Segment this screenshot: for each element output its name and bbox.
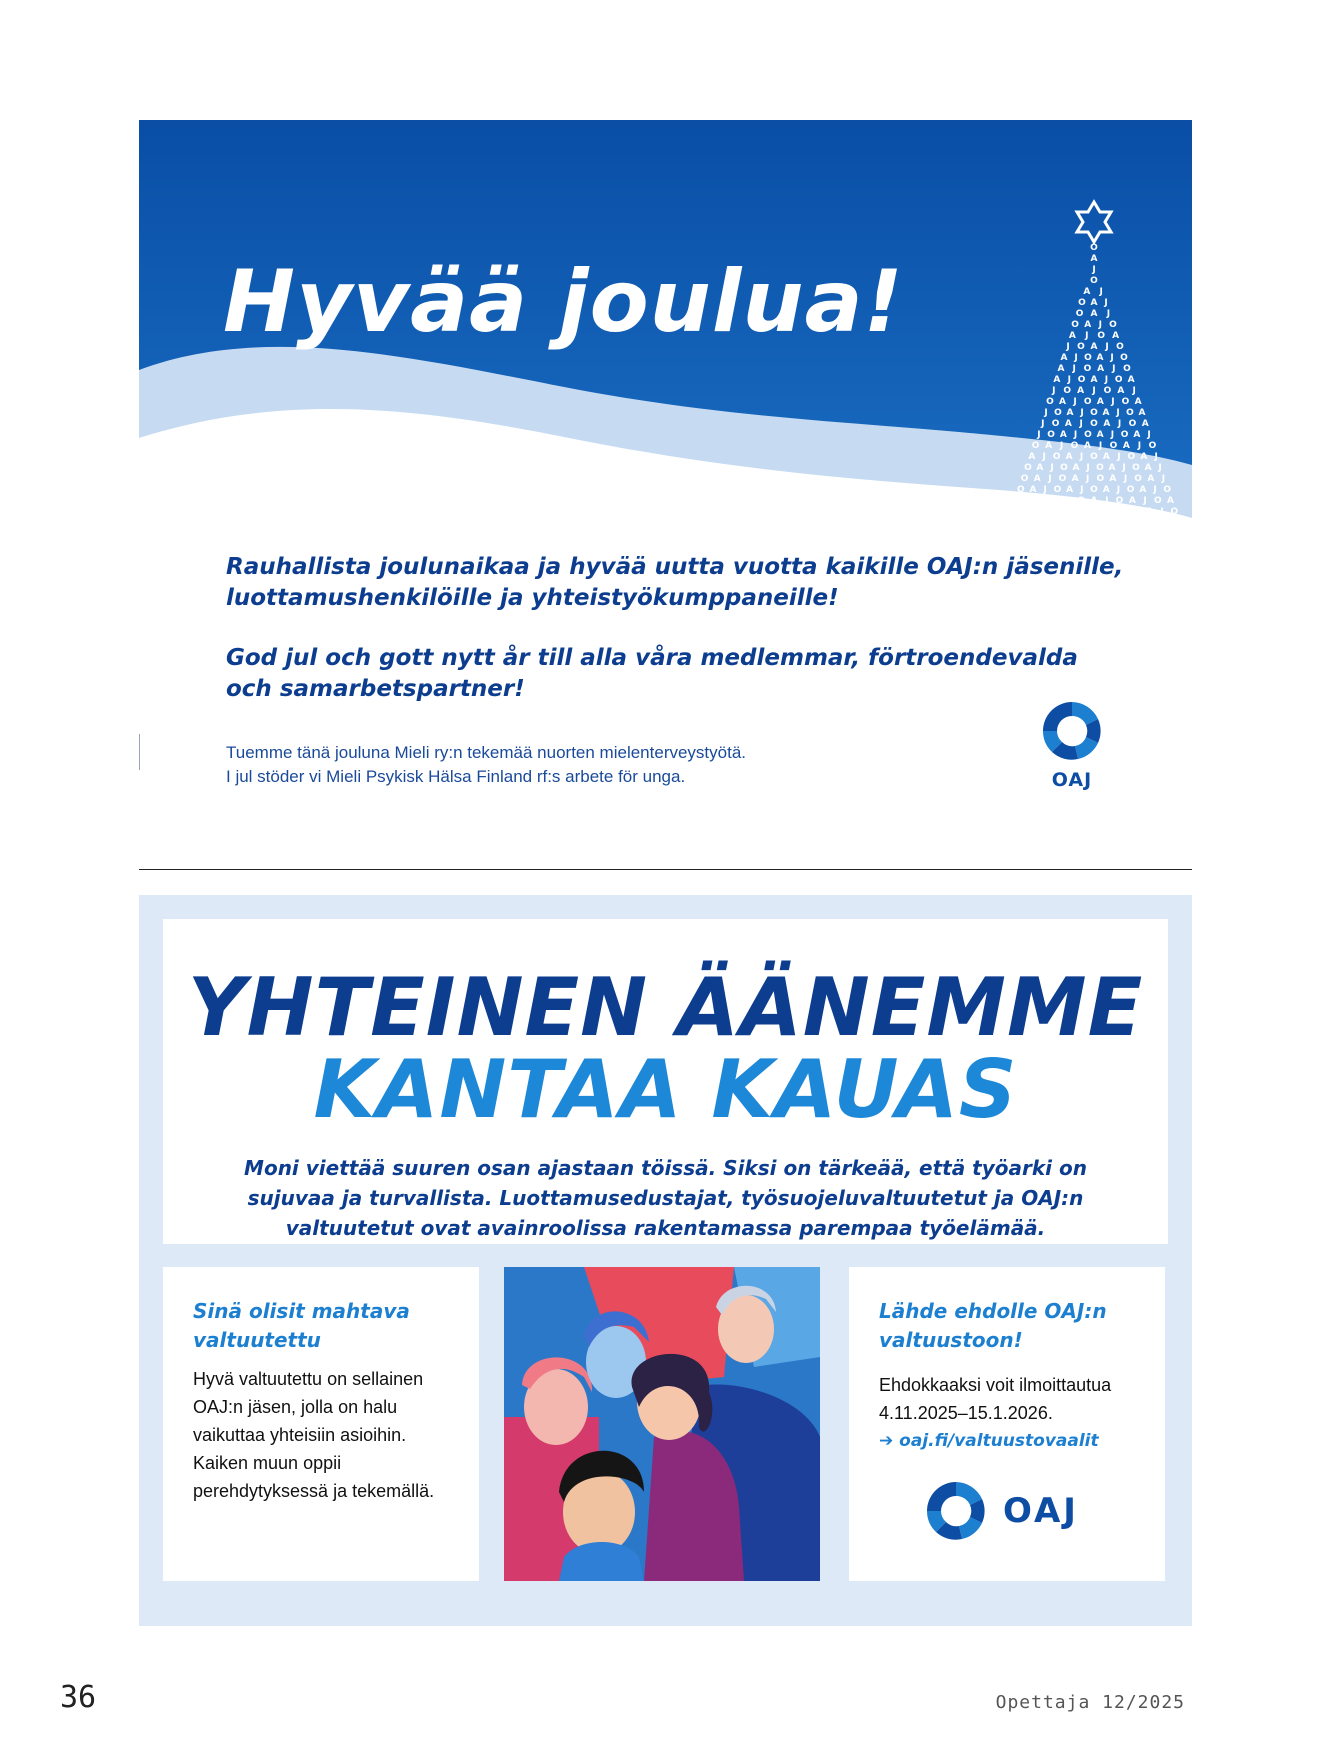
tree-letter: J (1129, 529, 1134, 539)
tree-letter: J (1041, 419, 1045, 429)
tree-letter: A (1146, 507, 1154, 517)
tree-letter: J (1066, 342, 1070, 352)
tree-letter: O (1114, 375, 1123, 385)
tree-letter: J (1154, 452, 1158, 462)
oaj-logo (1036, 700, 1108, 790)
tree-letter: O (1066, 518, 1074, 528)
tree-letter: A (1003, 529, 1011, 539)
tree-letter: J (1092, 518, 1096, 528)
tree-letter: J (1048, 474, 1052, 484)
tree-letter: O (1102, 529, 1111, 539)
tree-letter: A (1028, 452, 1036, 462)
tree-letter: O (1024, 463, 1032, 473)
tree-pattern (1003, 243, 1185, 539)
tree-letter: A (1060, 353, 1068, 363)
tree-letter: J (1073, 397, 1077, 407)
oaj-logo-large (925, 1479, 1079, 1543)
tree-letter: J (1054, 529, 1059, 539)
headline-line-1: YHTEINEN ÄÄNEMME (187, 961, 1144, 1054)
tree-letter: O (1128, 419, 1137, 429)
tree-letter: O (1084, 430, 1092, 440)
tree-letter: O (1116, 342, 1124, 352)
tree-letter: O (1027, 529, 1036, 539)
tree-letter: A (1127, 375, 1135, 385)
oaj-logo-text: OAJ (1051, 769, 1093, 791)
tree-letter: A (1072, 507, 1079, 517)
tree-letter: O (1077, 342, 1085, 352)
tree-letter: J (1112, 364, 1116, 374)
tree-letter: O (1090, 408, 1098, 418)
tree-letter: J (1080, 408, 1084, 418)
tree-letter: J (1086, 507, 1090, 517)
tree-letter: O (1123, 364, 1131, 374)
tree-letter: A (1090, 254, 1098, 264)
tree-letter: O (1051, 419, 1060, 429)
tree-letter: A (1112, 331, 1120, 341)
candidate-card-body: Hyvä valtuutettu on sellainen OAJ:n jäsen, jolla on halu vaikuttaa yhteisiin asioihin. Kaiken muun oppii perehdytyksessä ja tekemällä. (193, 1369, 435, 1501)
tree-letter: A (1147, 474, 1155, 484)
tree-letter: J (1147, 430, 1151, 440)
tree-letter: A (1096, 430, 1104, 440)
tree-letter: J (1056, 518, 1060, 528)
tree-letter: A (1167, 496, 1174, 506)
tree-letter: O (1133, 507, 1142, 517)
tree-letter: A (1128, 496, 1136, 506)
tree-letter: A (1102, 452, 1110, 462)
tree-letter: O (1096, 463, 1104, 473)
tree-letter: J (1117, 419, 1122, 429)
tree-letter: A (1057, 364, 1065, 374)
tree-letter: J (1110, 430, 1115, 440)
tree-letter: O (1163, 485, 1172, 495)
tree-letter: J (1092, 529, 1096, 539)
tree-letter: J (1050, 463, 1054, 473)
tree-letter: O (1020, 474, 1029, 484)
election-ad (139, 895, 1192, 1626)
tree-letter: O (1140, 529, 1148, 539)
tree-letter: O (1090, 243, 1098, 253)
tree-letter: J (1128, 518, 1132, 528)
candidate-card-title: Sinä olisit mahtava valtuutettu (193, 1299, 410, 1352)
tree-letter: O (1153, 496, 1162, 506)
tree-letter: A (1084, 320, 1092, 330)
tree-letter: A (1097, 364, 1105, 374)
headline-card (163, 919, 1168, 1244)
tree-letter: A (1109, 474, 1117, 484)
greeting-finnish: Rauhallista joulunaikaa ja hyvää uutta vuotta kaikille OAJ:n jäsenille, luottamushenkilöille ja yhteistyökumppaneille! (226, 554, 1124, 611)
tree-letter: O (1127, 452, 1136, 462)
tree-letter: J (1098, 320, 1102, 330)
tree-letter: A (1066, 408, 1074, 418)
tree-letter: J (1080, 485, 1084, 495)
tree-letter: O (1083, 364, 1092, 374)
tree-letter: O (1071, 320, 1079, 330)
tree-letter: O (1097, 331, 1106, 341)
tree-letter: A (1006, 518, 1014, 528)
nomination-card-title: Lähde ehdolle OAJ:n valtuustoon! (879, 1299, 1107, 1352)
tree-letter: O (1031, 441, 1040, 451)
tree-letter: A (1090, 342, 1098, 352)
page-number: 36 (60, 1680, 97, 1715)
tree-letter: J (1104, 375, 1109, 385)
tree-letter: O (1063, 386, 1072, 396)
tree-letter: O (1065, 529, 1073, 539)
tree-letter: J (1042, 452, 1046, 462)
tree-letter: J (1105, 342, 1109, 352)
tree-letter: J (1106, 309, 1111, 319)
tree-letter: A (1133, 430, 1141, 440)
tree-letter: A (1108, 463, 1116, 473)
tree-letter: A (1134, 397, 1142, 407)
tree-letter: O (1083, 397, 1092, 407)
tree-letter: J (1143, 496, 1147, 506)
tree-letter: A (1139, 485, 1147, 495)
tree-letter: O (1090, 276, 1098, 286)
tree-letter: J (1137, 441, 1142, 451)
tree-letter: O (1134, 474, 1142, 484)
tree-letter: J (1132, 386, 1136, 396)
tree-letter: O (1060, 463, 1068, 473)
tree-letter: J (1111, 397, 1115, 407)
tree-letter: A (1102, 408, 1110, 418)
tree-letter: J (1073, 430, 1078, 440)
tree-letter: A (1077, 386, 1085, 396)
tree-letter: A (1141, 419, 1149, 429)
margin-mark (139, 734, 140, 770)
donation-note (226, 741, 926, 789)
tree-letter: O (1102, 518, 1110, 528)
tree-letter: A (1115, 529, 1123, 539)
tree-letter: J (1123, 474, 1128, 484)
tree-letter: O (1177, 529, 1186, 539)
tree-letter: A (1122, 441, 1130, 451)
tree-letter: O (1078, 298, 1086, 308)
tree-letter: A (1117, 386, 1125, 396)
tree-letter: A (1102, 485, 1110, 495)
tree-letter: J (1059, 441, 1064, 451)
tree-letter: A (1150, 518, 1158, 528)
tree-letter: A (1084, 441, 1091, 451)
tree-letter: J (1104, 298, 1108, 308)
tree-letter: A (1071, 474, 1079, 484)
nomination-card (849, 1267, 1165, 1581)
tree-letter: O (1132, 463, 1140, 473)
tree-letter: J (1072, 364, 1076, 374)
tree-letter: A (1114, 518, 1122, 528)
tree-letter: O (1109, 320, 1117, 330)
tree-letter: A (1072, 463, 1080, 473)
tree-letter: J (1164, 518, 1168, 528)
tree-letter: A (1078, 518, 1086, 528)
tree-letter: J (1116, 485, 1121, 495)
tree-letter: A (1036, 463, 1044, 473)
tree-letter: J (1099, 287, 1103, 297)
tree-letter: J (1066, 496, 1071, 506)
tree-letter: A (1034, 507, 1042, 517)
tree-letter: J (1052, 386, 1056, 396)
tree-letter: A (1090, 309, 1098, 319)
tree-letter: J (1161, 474, 1166, 484)
christmas-greetings (226, 552, 1126, 705)
lead-paragraph: Moni viettää suuren osan ajastaan töissä. Siksi on tärkeää, että työarki on sujuvaa ja turvallista. Luottamusedustajat, työsuojeluvaltuutetut ja OAJ:n valtuutetut ovat avainroolissa rakentamassa parempaa työelämää. (244, 1156, 1087, 1240)
tree-letter: O (1053, 485, 1062, 495)
people-illustration (504, 1267, 820, 1581)
tree-letter: J (1098, 441, 1103, 451)
tree-letter: J (1110, 353, 1114, 363)
tree-letter: O (1126, 485, 1135, 495)
tree-letter: J (1037, 430, 1041, 440)
tree-letter: O (1077, 375, 1086, 385)
donation-note-swedish: I jul stöder vi Mieli Psykisk Hälsa Finland rf:s arbete för unga. (226, 767, 686, 786)
tree-letter: O (1096, 474, 1105, 484)
tree-letter: A (1066, 485, 1074, 495)
tree-letter: J (1074, 353, 1078, 363)
tree-letter: O (1096, 507, 1105, 517)
tree-letter: A (1096, 397, 1104, 407)
tree-letter: J (1092, 265, 1096, 275)
tree-letter: A (1138, 408, 1146, 418)
tree-letter: J (1028, 496, 1032, 506)
tree-letter: J (1043, 485, 1047, 495)
tree-letter: O (1138, 518, 1146, 528)
tree-letter: O (1039, 496, 1047, 506)
section-divider (139, 869, 1192, 870)
tree-letter: O (1170, 507, 1179, 517)
christmas-banner (139, 120, 1192, 545)
tree-letter: A (1045, 441, 1053, 451)
tree-letter: J (1079, 419, 1083, 429)
tree-letter: A (1090, 375, 1098, 385)
tree-letter: O (1120, 353, 1128, 363)
tree-letter: A (1040, 529, 1048, 539)
tree-letter: O (1120, 430, 1129, 440)
tree-letter: O (1059, 507, 1067, 517)
tree-letter: J (1122, 463, 1126, 473)
nomination-card-body: Ehdokkaaksi voit ilmoittautua 4.11.2025–15.1.2026. (879, 1375, 1112, 1423)
tree-letter: O (1054, 408, 1062, 418)
tree-letter: A (1059, 397, 1066, 407)
tree-letter: O (1109, 441, 1118, 451)
oaj-swirl-icon (925, 1480, 987, 1542)
tree-letter: O (1090, 485, 1098, 495)
tree-letter: J (1049, 507, 1053, 517)
election-link[interactable]: ➔ oaj.fi/valtuustovaalit (879, 1431, 1099, 1451)
tree-letter: J (1167, 529, 1171, 539)
tree-letter: O (1121, 397, 1130, 407)
tree-letter: A (1029, 485, 1037, 495)
tree-letter: O (1075, 309, 1084, 319)
group-portrait-image (504, 1267, 820, 1581)
tree-letter: A (1090, 298, 1098, 308)
tree-letter: A (1053, 375, 1061, 385)
tree-letter: O (1046, 397, 1054, 407)
tree-letter: O (1030, 518, 1038, 528)
tree-letter: A (1065, 452, 1073, 462)
tree-letter: J (1123, 507, 1127, 517)
christmas-title: Hyvää joulua! (223, 252, 904, 352)
tree-letter: A (1078, 529, 1085, 539)
tree-letter: O (1058, 474, 1067, 484)
christmas-tree-icon (977, 160, 1187, 545)
tree-letter: J (1117, 452, 1121, 462)
tree-letter: A (1052, 496, 1060, 506)
tree-letter: O (1084, 353, 1092, 363)
issue-label: Opettaja 12/2025 (995, 1692, 1185, 1713)
tree-letter: J (1158, 463, 1162, 473)
tree-letter: O (1115, 496, 1124, 506)
tree-letter: A (1059, 430, 1067, 440)
tree-letter: A (1144, 463, 1152, 473)
tree-letter: O (1052, 452, 1061, 462)
tree-letter: J (1086, 474, 1090, 484)
tree-letter: A (1096, 353, 1104, 363)
tree-letter: O (1047, 430, 1055, 440)
tree-letter: A (1109, 507, 1116, 517)
tree-letter: J (1153, 485, 1157, 495)
oaj-swirl-icon (1041, 700, 1103, 762)
tree-letter: O (1022, 507, 1030, 517)
tree-letter: A (1064, 419, 1072, 429)
tree-letter: J (1092, 386, 1096, 396)
oaj-logo-text: OAJ (1003, 1491, 1079, 1531)
tree-letter: O (1103, 386, 1112, 396)
tree-letter: J (1020, 518, 1024, 528)
tree-letter: O (1148, 441, 1157, 451)
tree-letter: A (1153, 529, 1160, 539)
tree-letter: A (1103, 419, 1111, 429)
tree-letter: A (1042, 518, 1050, 528)
tree-letter: A (1068, 331, 1076, 341)
donation-note-finnish: Tuemme tänä jouluna Mieli ry:n tekemää nuorten mielenterveystyötä. (226, 743, 747, 762)
tree-letter: O (1090, 419, 1098, 429)
tree-letter: O (1070, 441, 1079, 451)
tree-letter: J (1079, 452, 1084, 462)
tree-letter: J (1105, 496, 1109, 506)
tree-letter: A (1090, 496, 1098, 506)
tree-letter: O (1077, 496, 1086, 506)
tree-letter: A (1033, 474, 1041, 484)
tree-letter: J (1067, 375, 1071, 385)
tree-letter: J (1086, 463, 1090, 473)
tree-letter: J (1017, 529, 1021, 539)
tree-letter: O (1174, 518, 1182, 528)
tree-letter: A (1140, 452, 1148, 462)
tree-letter: A (1014, 496, 1021, 506)
greeting-swedish: God jul och gott nytt år till alla våra medlemmar, förtroendevalda och samarbetspartner! (226, 645, 1078, 702)
tree-letter: J (1160, 507, 1164, 517)
tree-letter: O (1016, 485, 1025, 495)
tree-letter: J (1044, 408, 1048, 418)
candidate-info-card (163, 1267, 479, 1581)
tree-letter: A (1083, 287, 1091, 297)
tree-letter: O (1090, 452, 1098, 462)
tree-letter: O (1126, 408, 1134, 418)
tree-letter: J (1116, 408, 1120, 418)
tree-letter: J (1085, 331, 1089, 341)
tree-letter: J (1012, 507, 1016, 517)
headline-line-2: KANTAA KAUAS (313, 1043, 1018, 1136)
